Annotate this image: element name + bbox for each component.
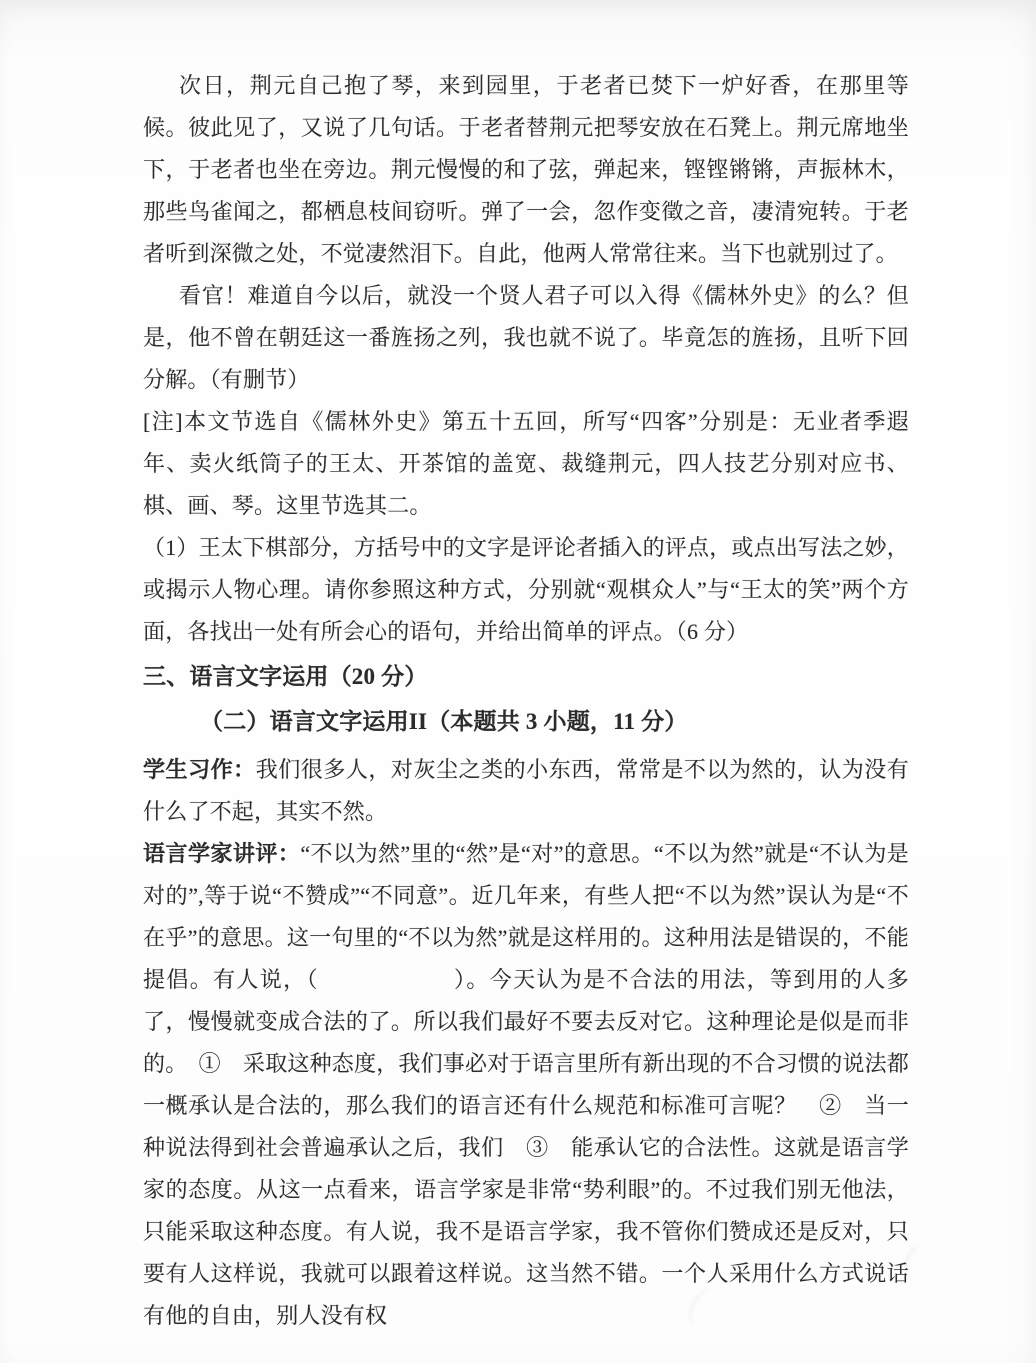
linguist-review-text-before-blank: “不以为然”里的“然”是“对”的意思。“不以为然”就是“不认为是对的”,等于说“不赞成”“不同意”。近几年来，有些人把“不以为然”误认为是“不在乎”的意思。这一句里的“不以为然”就是这样用的。这种用法是错误的，不能提倡。有人说，（: [143, 841, 909, 992]
passage-paragraph-1: 次日，荆元自己抱了琴，来到园里，于老者已焚下一炉好香，在那里等候。彼此见了，又说了几句话。于老者替荆元把琴安放在石凳上。荆元席地坐下，于老者也坐在旁边。荆元慢慢的和了弦，弹起来，铿铿锵锵，声振林木，那些鸟雀闻之，都栖息枝间窃听。弹了一会，忽作变徵之音，凄清宛转。于老者听到深微之处，不觉凄然泪下。自此，他两人常常往来。当下也就别过了。: [143, 73, 909, 266]
student-writing-label: 学生习作：: [143, 757, 256, 782]
question-1: （1）王太下棋部分，方括号中的文字是评论者插入的评点，或点出写法之妙，或揭示人物心理。请你参照这种方式，分别就“观棋众人”与“王太的笑”两个方面，各找出一处有所会心的语句，并给出简单的评点。（6 分）: [143, 535, 910, 644]
student-writing-paragraph: [143, 749, 909, 833]
page-text-column: [143, 65, 909, 1337]
source-note: [注]本文节选自《儒林外史》第五十五回，所写“四客”分别是：无业者季遐年、卖火纸筒子的王太、开茶馆的盖宽、裁缝荆元，四人技艺分别对应书、棋、画、琴。这里节选其二。: [143, 409, 909, 518]
passage-paragraph-2: 看官！难道自今以后，就没一个贤人君子可以入得《儒林外史》的么？但是，他不曾在朝廷这一番旌扬之列，我也就不说了。毕竟怎的旌扬，且听下回分解。（有删节）: [143, 283, 909, 392]
subsection-heading: （二）语言文字运用II（本题共 3 小题，11 分）: [200, 709, 688, 734]
linguist-review-paragraph: [143, 833, 909, 1337]
linguist-review-text-after-blank: ）。今天认为是不合法的用法，等到用的人多了，慢慢就变成合法的了。所以我们最好不要去反对它。这种理论是似是而非的。 ① 采取这种态度，我们事必对于语言里所有新出现的不合习惯的说法都一概承认是合法的，那么我们的语言还有什么规范和标准可言呢？ ② 当一种说法得到社会普遍承认之后，我们 ③ 能承认它的合法性。这就是语言学家的态度。从这一点看来，语言学家是非常“势利眼”的。不过我们别无他法，只能采取这种态度。有人说，我不是语言学家，我不管你们赞成还是反对，只要有人这样说，我就可以跟着这样说。这当然不错。一个人采用什么方式说话有他的自由，别人没有权: [143, 967, 910, 1328]
section-heading: 三、语言文字运用（20 分）: [143, 664, 428, 689]
linguist-review-label: 语言学家讲评：: [143, 841, 301, 866]
fill-in-blank-gap: [319, 986, 453, 987]
student-writing-text: 我们很多人，对灰尘之类的小东西，常常是不以为然的，认为没有什么了不起，其实不然。: [143, 757, 909, 824]
